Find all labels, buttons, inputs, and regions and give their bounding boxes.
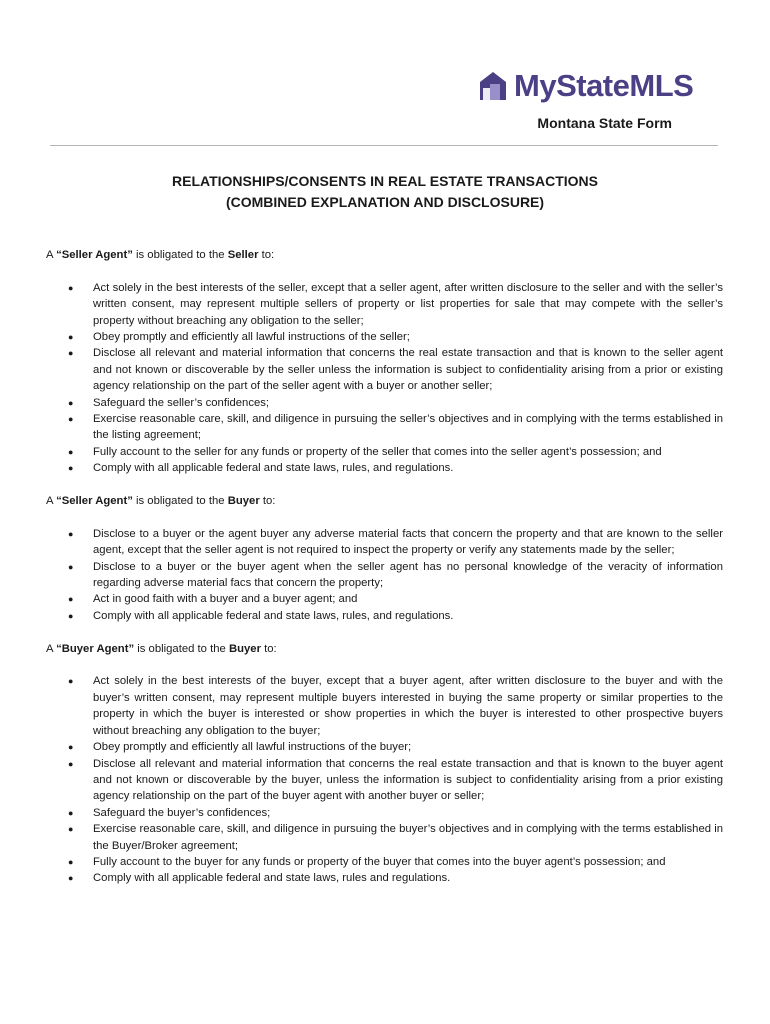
list-item: ● Disclose to a buyer or the agent buyer any adverse material facts that concern the property and that are known to the seller agent, except that the seller agent is not required to inspect the property or verify any statements made by the seller; — [46, 526, 723, 559]
list-item: ● Fully account to the seller for any funds or property of the seller that comes into the seller agent’s possession; and — [46, 444, 723, 460]
list-item: ● Safeguard the buyer’s confidences; — [46, 805, 723, 821]
title-line-1: RELATIONSHIPS/CONSENTS IN REAL ESTATE TRANSACTIONS — [172, 173, 598, 189]
list-item: ● Obey promptly and efficiently all lawful instructions of the buyer; — [46, 739, 723, 755]
document-body — [46, 247, 723, 903]
section-heading: A “Buyer Agent” is obligated to the Buyer to: — [46, 642, 277, 655]
list-item: ● Comply with all applicable federal and state laws, rules, and regulations. — [46, 608, 723, 624]
title-line-2: (COMBINED EXPLANATION AND DISCLOSURE) — [225, 194, 545, 210]
obligation-list — [46, 526, 723, 624]
header-divider — [50, 145, 718, 146]
list-item: ● Exercise reasonable care, skill, and diligence in pursuing the buyer’s objectives and in complying with the terms established in the Buyer/Broker agreement; — [46, 821, 723, 854]
list-item: ● Disclose all relevant and material information that concerns the real estate transaction and that is known to the buyer agent and not known or discoverable by the buyer, unless the information is subject to confidentiality arising from a prior existing agency relationship on the part of the buyer agent with another buyer or seller; — [46, 756, 723, 805]
state-form-label: Montana State Form — [537, 115, 672, 131]
logo-text: MyStateMLS — [514, 68, 694, 103]
list-item: ● Act solely in the best interests of the seller, except that a seller agent, after written disclosure to the seller and with the seller’s written consent, may represent multiple sellers of property or list properties for sale that may compete with the seller’s property without breaching any obligation to the seller; — [46, 280, 723, 329]
list-item: ● Act in good faith with a buyer and a buyer agent; and — [46, 591, 723, 607]
obligation-list — [46, 280, 723, 477]
document-title — [0, 171, 770, 213]
mystatemls-logo — [478, 68, 693, 104]
list-item: ● Comply with all applicable federal and state laws, rules, and regulations. — [46, 460, 723, 476]
section-heading: A “Seller Agent” is obligated to the Buyer to: — [46, 495, 276, 508]
house-logo-icon — [478, 70, 508, 102]
list-item: ● Disclose to a buyer or the buyer agent when the seller agent has no personal knowledge of the veracity of information regarding adverse material facs that concern the property; — [46, 559, 723, 592]
obligation-list — [46, 673, 723, 886]
list-item: ● Comply with all applicable federal and state laws, rules and regulations. — [46, 870, 723, 886]
list-item: ● Act solely in the best interests of the buyer, except that a buyer agent, after written disclosure to the buyer and with the buyer’s written consent, may represent multiple buyers interested in buying the same property or similar properties to the property in which the buyer is interested or show properties in which the buyer is interested to other prospective buyers without breaching any obligation to the buyer; — [46, 673, 723, 739]
list-item: ● Fully account to the buyer for any funds or property of the buyer that comes into the buyer agent’s possession; and — [46, 854, 723, 870]
list-item: ● Obey promptly and efficiently all lawful instructions of the seller; — [46, 329, 723, 345]
list-item: ● Exercise reasonable care, skill, and diligence in pursuing the seller’s objectives and in complying with the terms established in the listing agreement; — [46, 411, 723, 444]
list-item: ● Disclose all relevant and material information that concerns the real estate transaction and that is known to the seller agent and not known or discoverable by the seller unless the information is subject to confidentiality arising from a prior or existing agency relationship on the part of the seller agent with a buyer or another seller; — [46, 345, 723, 394]
list-item: ● Safeguard the seller’s confidences; — [46, 395, 723, 411]
section-heading: A “Seller Agent” is obligated to the Seller to: — [46, 249, 275, 261]
